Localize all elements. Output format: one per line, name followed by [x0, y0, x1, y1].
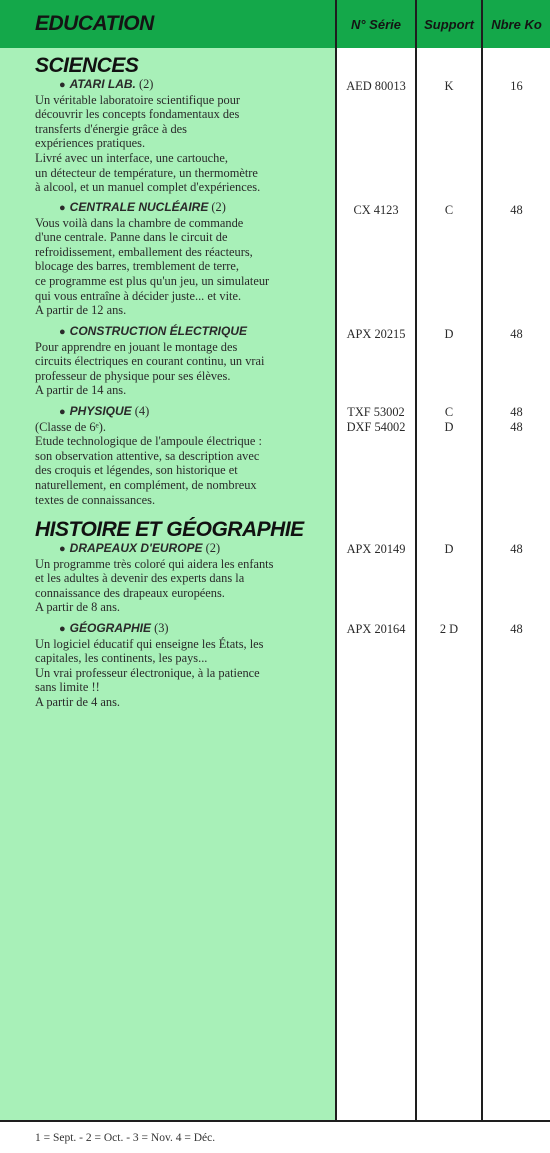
- column-header-nbre-ko: Nbre Ko: [483, 0, 550, 48]
- product-month: (2): [202, 541, 221, 555]
- product-description: Pour apprendre en jouant le montage des circuits électriques en courant continu, un vrai professeur de physique pour ses élèves. A partir de 14 ans.: [35, 339, 265, 398]
- serial-number: TXF 53002 DXF 54002: [346, 405, 406, 434]
- support-type: C: [444, 203, 454, 217]
- product-name: DRAPEAUX D'EUROPE: [69, 541, 203, 555]
- section-heading-histoire-geographie: HISTOIRE ET GÉOGRAPHIE: [35, 518, 304, 541]
- column-divider: [335, 0, 337, 1120]
- product-description: Un logiciel éducatif qui enseigne les États, les capitales, les continents, les pays... Un vrai professeur électronique, à la patience sans limite !! A partir de 4 ans.: [35, 636, 264, 709]
- support-type: D: [444, 327, 454, 341]
- product-name: GÉOGRAPHIE: [69, 621, 152, 635]
- serial-number: APX 20149: [346, 542, 406, 556]
- serial-number: AED 80013: [346, 79, 406, 93]
- memory-size: 48: [510, 622, 523, 636]
- product-description: Un véritable laboratoire scientifique pour découvrir les concepts fondamentaux des transferts d'énergie grâce à des expériences pratiques. Livré avec un interface, une cartouche, un détecteur de température, un thermomètre à alcool, et un manuel complet d'expériences.: [35, 92, 261, 195]
- column-divider: [481, 0, 483, 1120]
- product-month: (2): [208, 200, 226, 214]
- memory-size: 48 48: [510, 405, 523, 434]
- serial-number: CX 4123: [353, 203, 399, 217]
- product-description: Un programme très coloré qui aidera les enfants et les adultes à devenir des experts dans la connaissance des drapeaux européens. A partir de 8 ans.: [35, 556, 274, 615]
- memory-size: 16: [510, 79, 523, 93]
- product-entry: ● PHYSIQUE (4) (Classe de 6ᵉ). Etude technologique de l'ampoule électrique : son observation attentive, sa description avec des croquis et légendes, son historique et naturellement, en complément, de nombreux textes de connaissances.: [35, 404, 330, 507]
- section-title: EDUCATION: [0, 0, 335, 48]
- product-entry: ● CONSTRUCTION ÉLECTRIQUE Pour apprendre en jouant le montage des circuits électriques en courant continu, un vrai professeur de physique pour ses élèves. A partir de 14 ans.: [35, 324, 330, 398]
- product-entry: ● DRAPEAUX D'EUROPE (2) Un programme très coloré qui aidera les enfants et les adultes à devenir des experts dans la connaissance des drapeaux européens. A partir de 8 ans.: [35, 541, 330, 615]
- product-description: (Classe de 6ᵉ). Etude technologique de l'ampoule électrique : son observation attentive, sa description avec des croquis et légendes, son historique et naturellement, en complément, de nombreux textes de connaissances.: [35, 419, 262, 507]
- support-type: C D: [444, 405, 454, 434]
- memory-size: 48: [510, 327, 523, 341]
- column-header-serie: N° Série: [337, 0, 415, 48]
- product-entry: ● CENTRALE NUCLÉAIRE (2) Vous voilà dans la chambre de commande d'une centrale. Panne dans le circuit de refroidissement, emballement des réacteurs, blocage des barres, tremblement de terre, ce programme est plus qu'un jeu, un simulateur qui vous entraîne à décider juste... et vite. A partir de 12 ans.: [35, 200, 330, 318]
- product-name: CONSTRUCTION ÉLECTRIQUE: [69, 324, 247, 338]
- product-name: PHYSIQUE: [69, 404, 132, 418]
- memory-size: 48: [510, 203, 523, 217]
- product-description: Vous voilà dans la chambre de commande d'une centrale. Panne dans le circuit de refroidissement, emballement des réacteurs, blocage des barres, tremblement de terre, ce programme est plus qu'un jeu, un simulateur qui vous entraîne à décider juste... et vite. A partir de 12 ans.: [35, 215, 270, 318]
- support-type: 2 D: [439, 622, 459, 636]
- product-name: ATARI LAB.: [69, 77, 136, 91]
- product-entry: ● ATARI LAB. (2) Un véritable laboratoire scientifique pour découvrir les concepts fondamentaux des transferts d'énergie grâce à des expériences pratiques. Livré avec un interface, une cartouche, un détecteur de température, un thermomètre à alcool, et un manuel complet d'expériences.: [35, 77, 330, 195]
- section-heading-sciences: SCIENCES: [35, 54, 139, 77]
- product-name: CENTRALE NUCLÉAIRE: [69, 200, 209, 214]
- memory-size: 48: [510, 542, 523, 556]
- product-month: (3): [151, 621, 169, 635]
- product-month: (4): [131, 404, 150, 418]
- column-header-support: Support: [417, 0, 481, 48]
- support-type: D: [444, 542, 454, 556]
- serial-number: APX 20164: [346, 622, 406, 636]
- table-bottom-rule: [0, 1120, 550, 1122]
- support-type: K: [444, 79, 454, 93]
- serial-number: APX 20215: [346, 327, 406, 341]
- column-divider: [415, 0, 417, 1120]
- month-legend: 1 = Sept. - 2 = Oct. - 3 = Nov. 4 = Déc.: [35, 1132, 216, 1144]
- product-month: (2): [135, 77, 154, 91]
- product-entry: ● GÉOGRAPHIE (3) Un logiciel éducatif qui enseigne les États, les capitales, les continents, les pays... Un vrai professeur électronique, à la patience sans limite !! A partir de 4 ans.: [35, 621, 330, 710]
